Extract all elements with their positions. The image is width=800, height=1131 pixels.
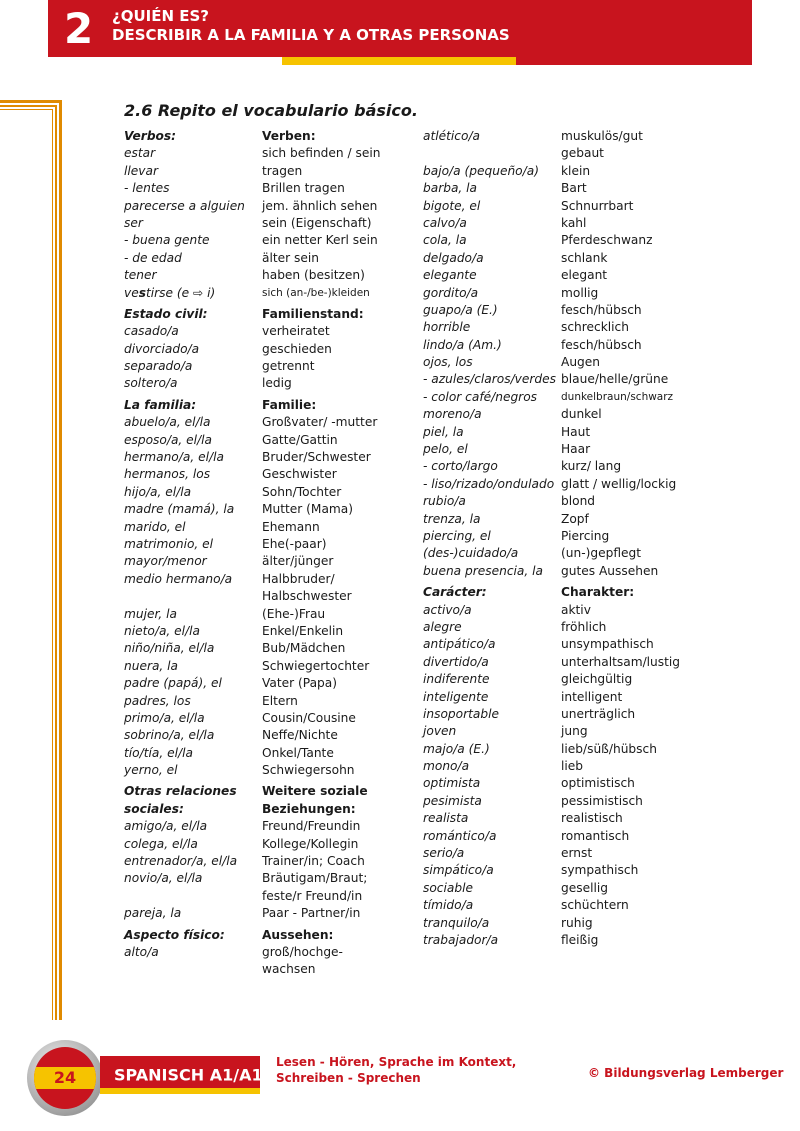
vocab-term: cola, la: [423, 233, 467, 248]
heading-beziehungen: Beziehungen:: [262, 801, 356, 816]
vocab-term: buena presencia, la: [423, 563, 544, 578]
vocab-term: nieto/a, el/la: [124, 623, 201, 638]
vocab-translation: Bub/Mädchen: [262, 641, 346, 656]
vocab-term: bajo/a (pequeño/a): [423, 163, 539, 178]
vocab-translation: Kollege/Kollegin: [262, 836, 359, 851]
heading-charakter: Charakter:: [561, 585, 635, 600]
vocab-translation: Vater (Papa): [262, 676, 338, 691]
vocab-term: - color café/negros: [423, 389, 537, 404]
vocab-column-german-1: [262, 128, 412, 979]
vocab-translation: dunkel: [561, 407, 602, 422]
vocab-term: piel, la: [423, 424, 464, 439]
vocab-translation: blond: [561, 494, 596, 509]
vocab-term: (des-)cuidado/a: [423, 546, 519, 561]
vocab-term: nuera, la: [124, 658, 179, 673]
vocab-term: tío/tía, el/la: [124, 745, 193, 760]
vocab-term: padres, los: [124, 693, 191, 708]
vocab-translation: ruhig: [561, 915, 593, 930]
vocab-term: yerno, el: [124, 763, 178, 778]
heading-aspecto-fisico: Aspecto físico:: [124, 927, 225, 942]
vocab-translation: mollig: [561, 285, 599, 300]
vocab-translation: Piercing: [561, 528, 610, 543]
vocab-term: estar: [124, 146, 156, 161]
vocab-translation: wachsen: [262, 962, 316, 977]
vocab-term: mayor/menor: [124, 554, 207, 569]
vocab-translation: sein (Eigenschaft): [262, 215, 372, 230]
vocab-term: mujer, la: [124, 606, 177, 621]
vocab-term: romántico/a: [423, 828, 497, 843]
vocab-translation: fesch/hübsch: [561, 302, 642, 317]
vocab-translation: optimistisch: [561, 776, 635, 791]
heading-familienstand: Familienstand:: [262, 306, 364, 321]
vocab-term: parecerse a alguien: [124, 198, 245, 213]
vocab-translation: Neffe/Nichte: [262, 728, 338, 743]
vocab-translation: Onkel/Tante: [262, 745, 334, 760]
vocab-translation: (Ehe-)Frau: [262, 606, 326, 621]
frame-line-inner: [0, 109, 53, 1020]
vocab-term: alto/a: [124, 944, 159, 959]
vocab-term: - lentes: [124, 181, 170, 196]
vocab-term: elegante: [423, 268, 477, 283]
vocab-translation: (un-)gepflegt: [561, 546, 642, 561]
vocab-translation: Augen: [561, 355, 601, 370]
vocab-term: - liso/rizado/ondulado: [423, 476, 555, 491]
book-skills: [276, 1054, 516, 1086]
chapter-number: 2: [64, 4, 94, 53]
vocab-term: llevar: [124, 163, 158, 178]
vocab-translation: fesch/hübsch: [561, 337, 642, 352]
book-title-bar: [100, 1056, 271, 1088]
vocab-term: separado/a: [124, 359, 193, 374]
vocab-column-german-2: [561, 128, 741, 949]
vocab-translation: Bart: [561, 181, 587, 196]
vestirse-stressed-letter: s: [138, 285, 146, 300]
vocab-translation: jung: [561, 724, 588, 739]
section-number: 2.6: [124, 101, 153, 120]
vocab-translation: geschieden: [262, 341, 332, 356]
vocab-term: ojos, los: [423, 355, 473, 370]
vocab-translation: feste/r Freund/in: [262, 888, 363, 903]
vocab-term: hijo/a, el/la: [124, 484, 192, 499]
vocab-translation: klein: [561, 163, 591, 178]
vocab-term: gordito/a: [423, 285, 479, 300]
vocab-translation: blaue/helle/grüne: [561, 372, 669, 387]
vocab-translation: groß/hochge-: [262, 944, 343, 959]
vocab-translation: Paar - Partner/in: [262, 906, 361, 921]
vocab-term: colega, el/la: [124, 836, 198, 851]
vocab-term: marido, el: [124, 519, 186, 534]
vocab-term: tranquilo/a: [423, 915, 490, 930]
vocab-translation: unterhaltsam/lustig: [561, 654, 681, 669]
vocab-term: padre (papá), el: [124, 676, 222, 691]
vocab-term: primo/a, el/la: [124, 710, 205, 725]
chapter-title-line1: ¿QUIÉN ES?: [112, 7, 209, 25]
vocab-term: hermano/a, el/la: [124, 450, 224, 465]
vocab-translation: aktiv: [561, 602, 591, 617]
vocab-term: insoportable: [423, 706, 499, 721]
vocab-term: piercing, el: [423, 528, 491, 543]
vocab-translation: schlank: [561, 250, 608, 265]
vocab-translation: Ehemann: [262, 519, 320, 534]
vocab-translation: Schwiegertochter: [262, 658, 370, 673]
vocab-translation: Mutter (Mama): [262, 502, 354, 517]
vocab-term: esposo/a, el/la: [124, 432, 213, 447]
vocab-term: optimista: [423, 776, 481, 791]
vocab-term: trenza, la: [423, 511, 481, 526]
vocab-translation: realistisch: [561, 811, 623, 826]
book-title-plus: +: [262, 1066, 271, 1077]
vocab-term: alegre: [423, 619, 462, 634]
vocab-term: barba, la: [423, 181, 478, 196]
vocab-translation: Haar: [561, 442, 591, 457]
vocab-term: matrimonio, el: [124, 536, 214, 551]
vocab-column-spanish-2: [423, 128, 558, 949]
vocab-translation: Großvater/ -mutter: [262, 415, 378, 430]
vocab-translation: Haut: [561, 424, 591, 439]
vocab-translation: ledig: [262, 376, 292, 391]
vocab-term: medio hermano/a: [124, 571, 233, 586]
vocab-term: divorciado/a: [124, 341, 200, 356]
vocab-term: divertido/a: [423, 654, 489, 669]
vocab-term: - azules/claros/verdes: [423, 372, 556, 387]
heading-aussehen: Aussehen:: [262, 927, 334, 942]
vocab-term: joven: [423, 724, 457, 739]
vocab-translation: ernst: [561, 846, 593, 861]
vocab-translation: sympathisch: [561, 863, 639, 878]
page-number: 24: [53, 1068, 77, 1087]
vocab-term: pesimista: [423, 793, 482, 808]
vocab-translation: lieb/süß/hübsch: [561, 741, 657, 756]
vocab-translation: Enkel/Enkelin: [262, 623, 344, 638]
vocab-translation: Bräutigam/Braut;: [262, 871, 368, 886]
vocab-translation: Cousin/Cousine: [262, 710, 356, 725]
book-skills-line1: Lesen - Hören, Sprache im Kontext,: [276, 1055, 517, 1069]
vocab-translation: sich (an-/be-)kleiden: [262, 286, 370, 299]
vocab-translation: gleichgültig: [561, 672, 633, 687]
vocab-translation: Geschwister: [262, 467, 337, 482]
vocab-translation: verheiratet: [262, 324, 330, 339]
vocab-translation: schüchtern: [561, 898, 629, 913]
chapter-title-line2: DESCRIBIR A LA FAMILIA Y A OTRAS PERSONAS: [112, 26, 510, 44]
vocab-translation: Eltern: [262, 693, 298, 708]
vocab-translation: Brillen tragen: [262, 181, 345, 196]
vocab-term: soltero/a: [124, 376, 178, 391]
section-title-text: Repito el vocabulario básico.: [157, 101, 418, 120]
chapter-title: [112, 7, 510, 45]
vocab-translation: lieb: [561, 759, 584, 774]
vocab-translation: älter sein: [262, 250, 319, 265]
vocab-term: atlético/a: [423, 129, 481, 143]
vocab-translation: Zopf: [561, 511, 589, 526]
vocab-term: bigote, el: [423, 198, 481, 213]
vocab-term: tímido/a: [423, 898, 474, 913]
vocab-translation: Halbbruder/: [262, 571, 335, 586]
vocab-translation: muskulös/gut: [561, 129, 643, 143]
vocab-translation: gesellig: [561, 880, 608, 895]
vocab-translation: Sohn/Tochter: [262, 484, 342, 499]
chapter-header: [48, 0, 752, 57]
vocab-translation: haben (besitzen): [262, 268, 365, 283]
vocab-translation: elegant: [561, 268, 608, 283]
vocab-translation: Halbschwester: [262, 589, 352, 604]
vocab-term: abuelo/a, el/la: [124, 415, 211, 430]
vocab-term: sociable: [423, 880, 473, 895]
vocab-translation: getrennt: [262, 359, 315, 374]
heading-otras-relaciones: Otras relaciones: [124, 784, 237, 799]
vocab-term: simpático/a: [423, 863, 494, 878]
vocab-translation: älter/jünger: [262, 554, 334, 569]
left-decorative-frame: [0, 100, 64, 1020]
vocab-term: ser: [124, 215, 143, 230]
vocab-translation: gutes Aussehen: [561, 563, 659, 578]
vocab-term: moreno/a: [423, 407, 482, 422]
vocab-translation: sich befinden / sein: [262, 146, 381, 161]
vocab-term: inteligente: [423, 689, 489, 704]
vocab-translation: unsympathisch: [561, 637, 654, 652]
heading-otras-relaciones-2: sociales:: [124, 801, 184, 816]
vocab-translation: glatt / wellig/lockig: [561, 476, 677, 491]
vocab-term: casado/a: [124, 324, 179, 339]
vocab-term: majo/a (E.): [423, 741, 490, 756]
header-stripe-red: [516, 57, 752, 65]
vocab-translation: Ehe(-paar): [262, 536, 327, 551]
vocab-term: tener: [124, 268, 157, 283]
vocab-term: antipático/a: [423, 637, 496, 652]
vocab-translation: kahl: [561, 215, 587, 230]
vocab-term: mono/a: [423, 759, 470, 774]
vocab-translation: fröhlich: [561, 619, 607, 634]
vocab-translation: Schnurrbart: [561, 198, 634, 213]
vocab-column-spanish-1: [124, 128, 259, 961]
vocab-translation: Gatte/Gattin: [262, 432, 338, 447]
vocab-translation: gebaut: [561, 146, 604, 161]
vocab-term: delgado/a: [423, 250, 484, 265]
vocab-term: guapo/a (E.): [423, 302, 498, 317]
vocab-translation: Pferdeschwanz: [561, 233, 653, 248]
vocab-translation: Freund/Freundin: [262, 819, 361, 834]
vocab-translation: Schwiegersohn: [262, 763, 355, 778]
vocab-term: serio/a: [423, 846, 465, 861]
vocab-translation: pessimistisch: [561, 793, 643, 808]
vocab-term: sobrino/a, el/la: [124, 728, 215, 743]
vocab-term: hermanos, los: [124, 467, 211, 482]
book-title-stripe: [100, 1088, 260, 1094]
heading-la-familia: La familia:: [124, 397, 197, 412]
vocab-translation: intelligent: [561, 689, 623, 704]
book-title: SPANISCH A1/A1: [114, 1065, 263, 1085]
vocab-translation: fleißig: [561, 932, 599, 947]
heading-familie: Familie:: [262, 397, 317, 412]
book-skills-line2: Schreiben - Sprechen: [276, 1071, 421, 1085]
vocab-translation: jem. ähnlich sehen: [262, 198, 378, 213]
vocab-term: pareja, la: [124, 906, 182, 921]
vocab-term: - corto/largo: [423, 459, 498, 474]
section-title: [124, 101, 418, 120]
vestirse-part-1: ve: [124, 285, 139, 300]
vocab-term: calvo/a: [423, 215, 467, 230]
vocab-term: amigo/a, el/la: [124, 819, 208, 834]
vocab-term: rubio/a: [423, 494, 466, 509]
vocab-term: niño/niña, el/la: [124, 641, 215, 656]
vocab-term: activo/a: [423, 602, 472, 617]
vocab-translation: Bruder/Schwester: [262, 450, 371, 465]
vocab-term: pelo, el: [423, 442, 468, 457]
heading-weitere-soziale: Weitere soziale: [262, 784, 368, 799]
vocab-translation: ein netter Kerl sein: [262, 233, 378, 248]
vestirse-part-2: tirse (e ⇨ i): [145, 285, 216, 300]
vocab-translation: tragen: [262, 163, 303, 178]
vocab-term: novio/a, el/la: [124, 871, 203, 886]
heading-caracter: Carácter:: [423, 585, 487, 600]
vocab-term: indiferente: [423, 672, 490, 687]
vocab-term: entrenador/a, el/la: [124, 854, 238, 869]
vocab-term: lindo/a (Am.): [423, 337, 502, 352]
vocab-translation: Trainer/in; Coach: [262, 854, 365, 869]
copyright: © Bildungsverlag Lemberger: [588, 1066, 784, 1080]
heading-estado-civil: Estado civil:: [124, 306, 208, 321]
vocab-term: horrible: [423, 320, 471, 335]
vocab-translation: romantisch: [561, 828, 630, 843]
vocab-term: - buena gente: [124, 233, 210, 248]
heading-verbos: Verbos:: [124, 129, 177, 143]
heading-verben: Verben:: [262, 129, 316, 143]
vocab-term: - de edad: [124, 250, 182, 265]
vocab-term: trabajador/a: [423, 932, 499, 947]
vocab-term-vestirse: [124, 285, 259, 302]
vocab-term: realista: [423, 811, 469, 826]
vocab-translation: unerträglich: [561, 706, 636, 721]
vocab-translation: kurz/ lang: [561, 459, 622, 474]
vocab-term: madre (mamá), la: [124, 502, 235, 517]
header-stripe-yellow: [282, 57, 516, 65]
vocab-translation: dunkelbraun/schwarz: [561, 390, 674, 403]
vocab-translation: schrecklich: [561, 320, 629, 335]
